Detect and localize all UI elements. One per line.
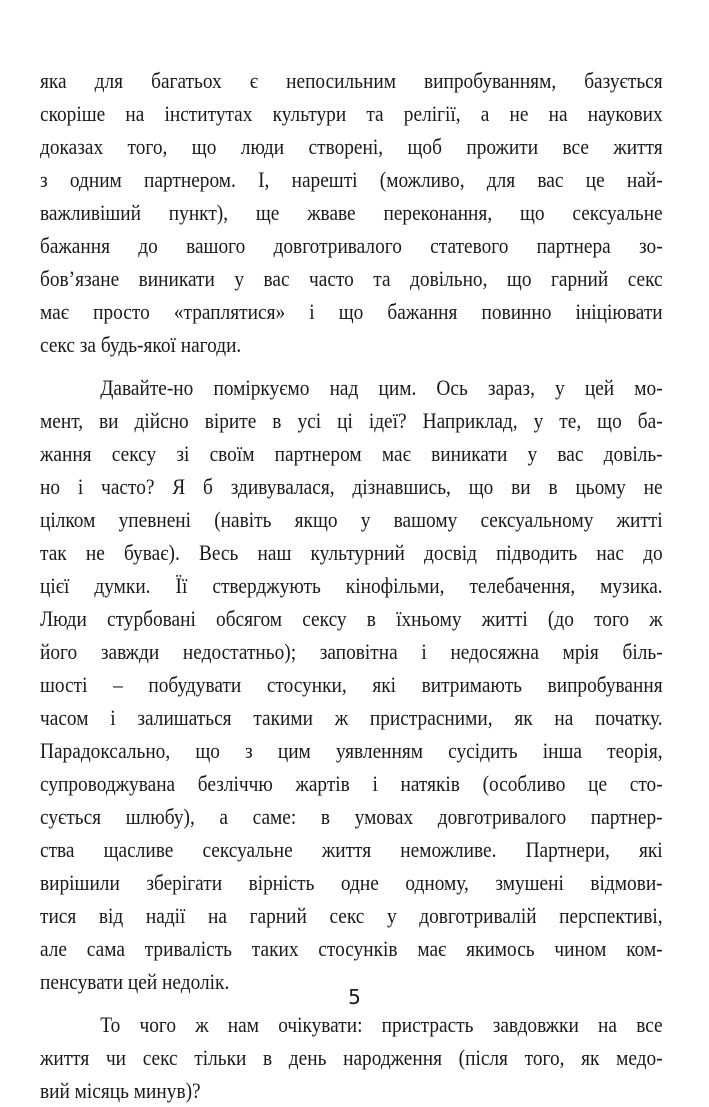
page-number: 5 — [348, 985, 361, 1009]
text-line: мент, ви дійсно вірите в усі ці ідеї? Наприклад, у те, що ба- — [40, 408, 663, 433]
text-line: вий місяць минув)? — [40, 1078, 201, 1103]
text-line: його завжди недостатньо); заповітна і недосяжна мрія біль- — [40, 639, 663, 664]
text-line: ства щасливе сексуальне життя неможливе. Партнери, які — [40, 837, 663, 862]
text-line: часом і залишаться такими ж пристрасними, як на початку. — [40, 705, 663, 730]
paragraph-2 — [40, 371, 663, 998]
text-line: скоріше на інститутах культури та релігії, а не на наукових — [40, 101, 663, 126]
text-line: жання сексу зі своїм партнером має виникати у вас довіль- — [40, 441, 663, 466]
text-line: життя чи секс тільки в день народження (після того, як медо- — [40, 1045, 663, 1070]
text-line: шості – побудувати стосунки, які витримають випробування — [40, 672, 663, 697]
text-line: яка для багатьох є непосильним випробуванням, базується — [40, 68, 663, 93]
text-line: сується шлюбу), а саме: в умовах довготривалого партнер- — [40, 804, 663, 829]
text-line: має просто «траплятися» і що бажання повинно ініціювати — [40, 299, 663, 324]
text-line: важливіший пункт), ще жваве переконання, що сексуальне — [40, 200, 663, 225]
text-line: цілком упевнені (навіть якщо у вашому сексуальному житті — [40, 507, 663, 532]
text-line: так не буває). Весь наш культурний досвід підводить нас до — [40, 540, 663, 565]
text-line: но і часто? Я б здивувалася, дізнавшись, що ви в цьому не — [40, 474, 663, 499]
text-line: Люди стурбовані обсягом сексу в їхньому житті (до того ж — [40, 606, 663, 631]
text-line: вирішили зберігати вірність одне одному, змушені відмови- — [40, 870, 663, 895]
page-body — [40, 64, 663, 1107]
paragraph-1 — [40, 64, 663, 361]
paragraph-spacer — [40, 361, 663, 371]
text-line: Давайте-но поміркуємо над цим. Ось зараз, у цей мо- — [100, 375, 663, 400]
text-line: супроводжувана безліччю жартів і натяків (особливо це сто- — [40, 771, 663, 796]
text-line: цієї думки. Її стверджують кінофільми, телебачення, музика. — [40, 573, 663, 598]
text-line: То чого ж нам очікувати: пристрасть завдовжки на все — [100, 1012, 663, 1037]
text-line: з одним партнером. І, нарешті (можливо, для вас це най- — [40, 167, 663, 192]
text-line: Парадоксально, що з цим уявленням сусідить інша теорія, — [40, 738, 663, 763]
text-line: доказах того, що люди створені, щоб прожити все життя — [40, 134, 663, 159]
text-line: але сама тривалість таких стосунків має якимось чином ком- — [40, 936, 663, 961]
text-line: пенсувати цей недолік. — [40, 969, 230, 994]
text-line: бажання до вашого довготривалого статевого партнера зо- — [40, 233, 663, 258]
text-line: тися від надії на гарний секс у довготривалій перспективі, — [40, 903, 663, 928]
text-line: секс за будь-якої нагоди. — [40, 332, 242, 357]
text-line: бов’язане виникати у вас часто та довільно, що гарний секс — [40, 266, 663, 291]
paragraph-3 — [40, 1008, 663, 1107]
